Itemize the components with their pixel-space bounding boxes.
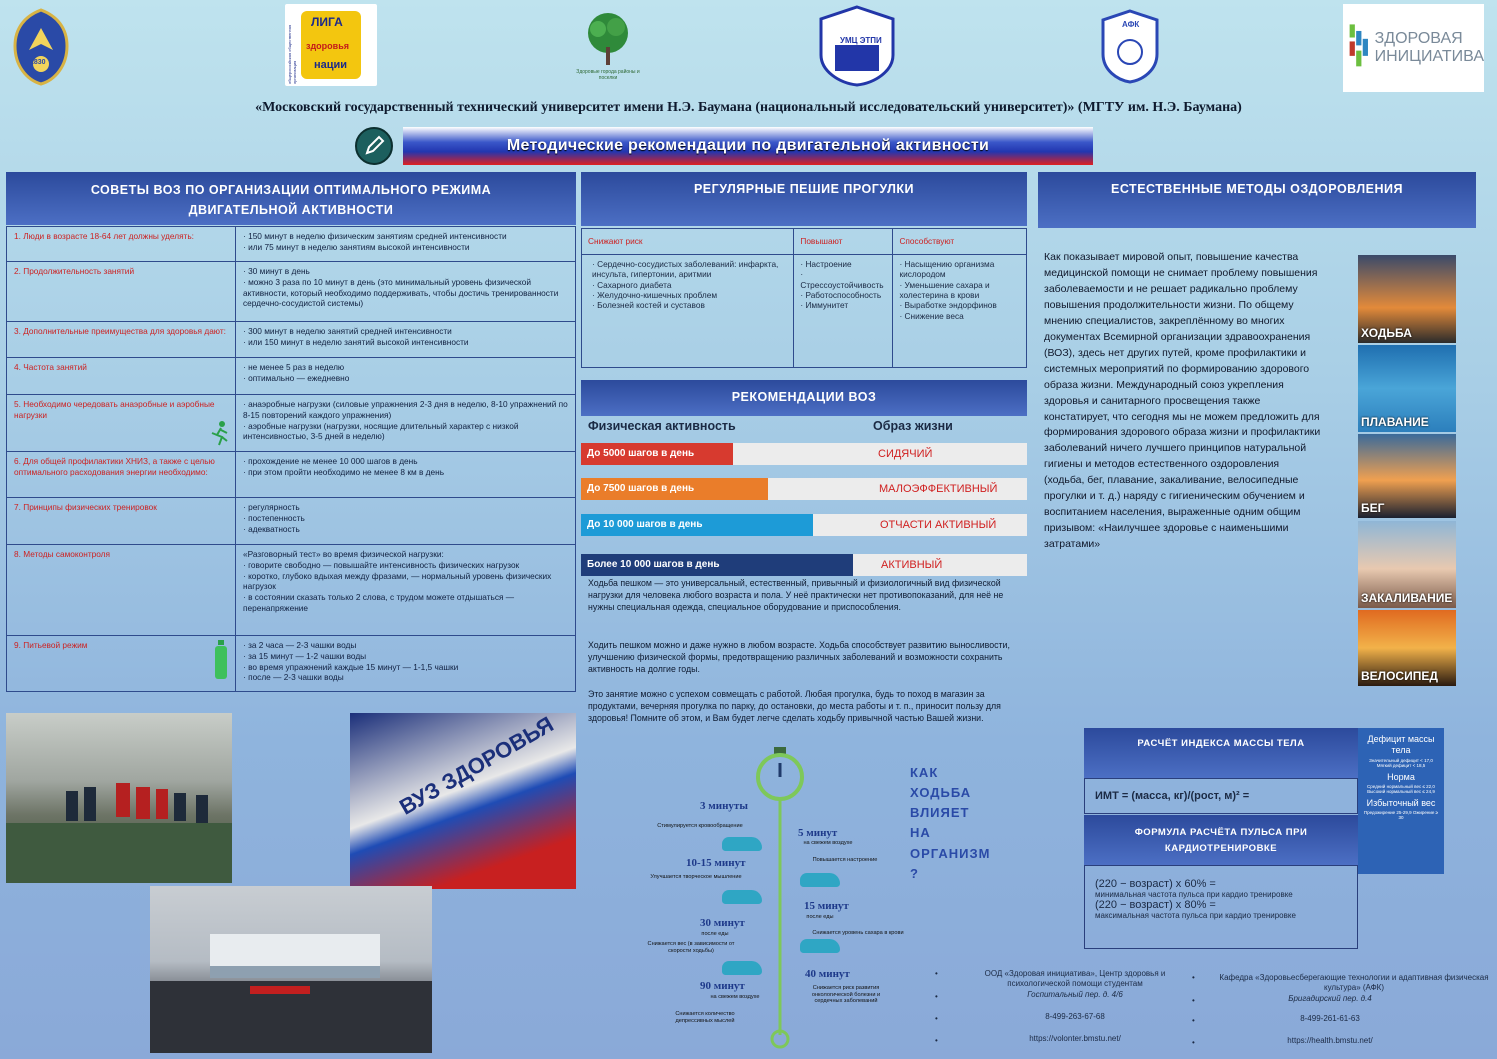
bmstu-logo <box>10 4 72 88</box>
step-time: 5 минут <box>798 827 838 839</box>
reco-bar <box>581 554 1027 576</box>
tile-hardening <box>1358 521 1456 608</box>
runner-icon <box>209 421 231 447</box>
natural-text: Как показывает мировой опыт, повышение качества медицинской помощи не снимает проблему повышения заболеваемости и не решает радикально проблему повышения продолжительности жизни. По общему мнению специалистов, закреплённому во многих документах Всемирной организации здравоохранения (ВОЗ), здесь нет других путей, кроме профилактики и системных мероприятий по формированию здорового образа жизни. Международный союз укрепления здоровья и санитарного просвещения также констатирует, что сегодня мы не можем предложить для формирования здорового образа жизни и профилактики заболеваний ничего лучшего принципов натуральной гигиены и методов естественного оздоровления (ходьба, бег, плавание, закаливание, велосипедные прогулки и т. д.) наряду с гигиеническим обучением и воспитанием населения, выраженные одним общим призывом: «Наилучшее здоровье с наименьшими затратами» <box>1044 251 1321 551</box>
shoe-icon <box>800 939 840 953</box>
step-note: Улучшается творческое мышление <box>650 874 742 880</box>
table-row <box>7 452 576 498</box>
reco-bar-fill: До 5000 шагов в день <box>581 443 733 465</box>
reco-bar <box>581 443 1027 465</box>
walks-item: · Насыщению организма кислородом <box>899 259 1020 280</box>
pulse-desc-2: максимальная частота пульса при кардио тренировке <box>1095 911 1296 920</box>
walks-table <box>581 228 1027 368</box>
bmi-title: РАСЧЁТ ИНДЕКСА МАССЫ ТЕЛА <box>1137 738 1305 749</box>
table-row <box>7 498 576 545</box>
contact-1-address: Госпитальный пер. д. 4/6 <box>1027 990 1123 999</box>
bmi-formula-box <box>1084 778 1358 814</box>
reco-bar-fill: До 10 000 шагов в день <box>581 514 813 536</box>
zi-title-1: ЗДОРОВАЯ <box>1374 30 1463 48</box>
tile-running <box>1358 434 1456 518</box>
step-note: Снижается количество депрессивных мыслей <box>675 1011 735 1024</box>
bmi-side-h2: Норма <box>1387 771 1415 782</box>
who-val: · во время упражнений каждые 15 минут — 1-1,5 чашки <box>243 662 568 673</box>
bmi-side <box>1358 728 1444 874</box>
reco-bar-life: АКТИВНЫЙ <box>881 559 943 571</box>
step-time: 90 минут <box>700 980 745 992</box>
table-row <box>7 358 576 395</box>
pulse-desc-1: минимальная частота пульса при кардио тренировке <box>1095 890 1293 899</box>
contact-2-phone: 8-499-261-61-63 <box>1300 1014 1360 1023</box>
step-note: Снижается вес (в зависимости от скорости ходьбы) <box>647 941 735 954</box>
shoe-icon <box>800 873 840 887</box>
table-row <box>582 255 1027 368</box>
bullet: • <box>935 1014 938 1023</box>
step-note: Снижается уровень сахара в крови <box>812 930 904 936</box>
bmi-side-h3: Избыточный вес <box>1366 797 1436 808</box>
who-key <box>7 395 236 452</box>
tile-walking <box>1358 255 1456 343</box>
who-key: 8. Методы самоконтроля <box>7 545 236 636</box>
who-val: · за 15 минут — 1-2 чашки воды <box>243 651 568 662</box>
table-row <box>7 395 576 452</box>
tile-label: БЕГ <box>1361 501 1385 515</box>
who-key: 6. Для общей профилактики ХНИЗ, а также с целью оптимального расходования энергии необходимо: <box>7 452 236 498</box>
contact-2-address: Бригадирский пер. д.4 <box>1288 994 1372 1003</box>
liga-bot: нации <box>314 59 348 71</box>
reco-col2: Образ жизни <box>873 419 953 433</box>
zi-title-2: ИНИЦИАТИВА <box>1374 48 1484 65</box>
walks-item: · Иммунитет <box>800 300 886 310</box>
bmi-formula: ИМТ = (масса, кг)/(рост, м)² = <box>1095 790 1250 802</box>
step-time: 30 минут <box>700 917 745 929</box>
who-val: · не менее 5 раз в неделю <box>243 362 568 373</box>
zdorovaya-iniciativa-logo <box>1343 4 1484 92</box>
pulse-title: ФОРМУЛА РАСЧЁТА ПУЛЬСА ПРИ КАРДИОТРЕНИРОВКЕ <box>1134 827 1308 854</box>
natural-header <box>1038 172 1476 228</box>
table-row <box>7 322 576 358</box>
walks-item: · Болезней костей и суставов <box>592 300 787 310</box>
reco-col1: Физическая активность <box>588 419 736 433</box>
contact-2-link[interactable]: https://health.bmstu.net/ <box>1287 1036 1373 1045</box>
tile-swimming <box>1358 345 1456 432</box>
walks-item: · Сердечно-сосудистых заболеваний: инфаркта, инсульта, гипертонии, аритмии <box>592 259 787 280</box>
who-key: 4. Частота занятий <box>7 358 236 395</box>
shoe-icon <box>722 890 762 904</box>
bmstu-year: 1830 <box>30 59 46 66</box>
pulse-box <box>1084 865 1358 949</box>
photo-flag-run <box>350 713 576 889</box>
shoe-icon <box>722 961 762 975</box>
who-key: 2. Продолжительность занятий <box>7 262 236 322</box>
photo-banner-text: ВУЗ ЗДОРОВЬЯ <box>395 711 558 820</box>
step-time: 10-15 минут <box>686 857 746 869</box>
who-table <box>6 226 576 692</box>
walks-header-cell: Снижают риск <box>582 229 794 255</box>
who-header <box>6 172 576 225</box>
pulse-header <box>1084 815 1358 865</box>
umc-logo <box>816 4 898 88</box>
who-val: · прохождение не менее 10 000 шагов в день <box>243 456 568 467</box>
who-val: · в состоянии сказать только 2 слова, с трудом можете отдышаться — перенапряжение <box>243 592 568 614</box>
step-note: Повышается настроение <box>812 857 878 863</box>
bmi-side-h1: Дефицит массы тела <box>1367 734 1435 755</box>
tree-logo <box>568 4 648 88</box>
who-val: · при этом пройти необходимо не менее 8 км в день <box>243 467 568 478</box>
photo-crowd <box>150 886 432 1053</box>
who-val: · оптимально — ежедневно <box>243 373 568 384</box>
liga-top: ЛИГА <box>311 15 343 29</box>
who-title: СОВЕТЫ ВОЗ ПО ОРГАНИЗАЦИИ ОПТИМАЛЬНОГО РЕЖИМА ДВИГАТЕЛЬНОЙ АКТИВНОСТИ <box>90 183 492 217</box>
contact-1-phone: 8-499-263-67-68 <box>1045 1012 1105 1021</box>
step-time: 15 минут <box>804 900 849 912</box>
who-val: · регулярность <box>243 502 568 513</box>
tile-label: ЗАКАЛИВАНИЕ <box>1361 591 1453 605</box>
walks-item: · Снижение веса <box>899 311 1020 321</box>
step-note: Снижается риск развития онкологической болезни и сердечных заболеваний <box>811 985 881 1005</box>
walks-item: · Стрессоустойчивость <box>800 269 886 290</box>
reco-bar-life: ОТЧАСТИ АКТИВНЫЙ <box>880 519 997 531</box>
step-time: 3 минуты <box>700 800 748 812</box>
umc-label: УМЦ ЭТПИ <box>840 36 882 45</box>
table-row <box>7 227 576 262</box>
shoe-icon <box>722 837 762 851</box>
bullet: • <box>935 1036 938 1045</box>
walks-item: · Желудочно-кишечных проблем <box>592 290 787 300</box>
afk-label: АФК <box>1122 20 1140 29</box>
bmi-header <box>1084 728 1358 778</box>
who-val: · 300 минут в неделю занятий средней интенсивности <box>243 326 568 337</box>
bmi-side-t1: Значительный дефицит < 17,0 Мягкий дефицит < 18,5 <box>1369 757 1433 768</box>
pulse-formula-1: (220 − возраст) х 60% = <box>1095 878 1216 890</box>
walks-item: · Настроение <box>800 259 886 269</box>
who-key: 7. Принципы физических тренировок <box>7 498 236 545</box>
tree-caption: Здоровые города районы и поселки <box>576 69 640 81</box>
walks-header-cell: Способствуют <box>893 229 1027 255</box>
bullet: • <box>1192 973 1195 982</box>
step-sub: после еды <box>806 914 834 920</box>
contact-1-link[interactable]: https://volonter.bmstu.net/ <box>1029 1034 1121 1043</box>
reco-bar-fill: Более 10 000 шагов в день <box>581 554 853 576</box>
walks-item: · Уменьшение сахара и холестерина в крови <box>899 280 1020 301</box>
water-bottle-icon <box>213 640 229 680</box>
who-val: · адекватность <box>243 524 568 535</box>
liga-logo <box>285 4 377 86</box>
walks-item: · Работоспособность <box>800 290 886 300</box>
who-key: 1. Люди в возрасте 18-64 лет должны уделять: <box>7 227 236 262</box>
who-key <box>7 636 236 692</box>
bullet: • <box>1192 996 1195 1005</box>
reco-bar-fill: До 7500 шагов в день <box>581 478 768 500</box>
pencil-icon <box>355 127 393 165</box>
who-val: · анаэробные нагрузки (силовые упражнения 2-3 дня в неделю, 8-10 упражнений по 8-15 повторений каждого упражнения) <box>243 399 568 421</box>
banner-title: Методические рекомендации по двигательной активности <box>403 127 1093 165</box>
who-val: «Разговорный тест» во время физической нагрузки: <box>243 549 444 559</box>
bmi-side-t3: Предожирение 25-29,9 Ожирение ≥ 30 <box>1363 810 1439 821</box>
who-val: · аэробные нагрузки (нагрузки, носящие длительный характер с низкой интенсивностью, 3-5 дней в неделю) <box>243 421 568 443</box>
reco-header <box>581 380 1027 416</box>
reco-paragraph-1: Ходьба пешком — это универсальный, естественный, привычный и физиологичный вид физической нагрузки для человека любого возраста и пола. У неё практически нет противопоказаний, для неё не нужны специальная одежда, специальное оборудование и приспособления. <box>588 578 1004 612</box>
liga-mid: здоровья <box>306 41 349 51</box>
walks-item: · Выработке эндорфинов <box>899 300 1020 310</box>
who-val: · говорите свободно — повышайте интенсивность физических нагрузок <box>243 560 568 571</box>
university-name: «Московский государственный технический университет имени Н.Э. Баумана (национальный исследовательский университет)» (МГТУ им. Н.Э. Баумана) <box>255 100 1242 115</box>
who-val: · за 2 часа — 2-3 чашки воды <box>243 640 568 651</box>
photo-group-walk <box>6 713 232 883</box>
who-key-text: 5. Необходимо чередовать анаэробные и аэробные нагрузки <box>14 399 215 420</box>
reco-bar-life: МАЛОЭФФЕКТИВНЫЙ <box>879 483 998 495</box>
who-val: · можно 3 раза по 10 минут в день (это минимальный уровень физической активности, который необходимо поддерживать, чтобы достичь тренированности сердечно-сосудистой системы) <box>243 277 568 309</box>
pulse-formula-2: (220 − возраст) х 80% = <box>1095 899 1216 911</box>
step-note: Стимулируется кровообращение <box>657 823 743 829</box>
who-val: · после — 2-3 чашки воды <box>243 672 568 683</box>
reco-bar-life: СИДЯЧИЙ <box>878 448 933 460</box>
reco-bar <box>581 514 1027 536</box>
tile-cycling <box>1358 610 1456 686</box>
reco-title: РЕКОМЕНДАЦИИ ВОЗ <box>731 390 877 404</box>
step-sub: после еды <box>701 931 729 937</box>
contact-2-name: Кафедра «Здоровьесберегающие технологии и адаптивная физическая культура» (АФК) <box>1219 973 1489 993</box>
bullet: • <box>1192 1038 1195 1047</box>
walks-header-cell: Повышают <box>794 229 893 255</box>
walks-header <box>581 172 1027 226</box>
reco-paragraph-2: Ходить пешком можно и даже нужно в любом возрасте. Ходьба способствует развитию выносливости, улучшению физической формы, предотвращению различных заболеваний и возможности сохранить активность на долгие годы. <box>588 640 1010 674</box>
walks-title: РЕГУЛЯРНЫЕ ПЕШИЕ ПРОГУЛКИ <box>693 182 915 196</box>
reco-bar <box>581 478 1027 500</box>
table-row <box>582 229 1027 255</box>
who-val: · или 150 минут в неделю занятий высокой интенсивности <box>243 337 568 348</box>
reco-paragraph-3: Это занятие можно с успехом совмещать с работой. Любая прогулка, будь то поход в магазин за продуктами, вечерняя прогулка по парку, до остановки, до места работы и т. п., приносит пользу для здоровья! Помните об этом, и Вам будет легче сделать ходьбу привычной частью Вашей жизни. <box>588 689 1001 723</box>
step-sub: на свежем воздухе <box>710 994 760 1000</box>
bullet: • <box>935 992 938 1001</box>
table-row <box>7 545 576 636</box>
walkfx-title: КАК ХОДЬБА ВЛИЯЕТ НА ОРГАНИЗМ ? <box>910 765 991 881</box>
who-key: 3. Дополнительные преимущества для здоровья дают: <box>7 322 236 358</box>
bmi-side-t2: Средний нормальный вес ≤ 22,0 Высокий нормальный вес ≤ 24,9 <box>1367 783 1435 794</box>
who-val: · коротко, глубоко вдыхая между фразами, — нормальный уровень физических нагрузок <box>243 571 568 593</box>
who-val: · или 75 минут в неделю занятиям высокой интенсивности <box>243 242 568 253</box>
who-val: · постепенность <box>243 513 568 524</box>
liga-ring-text: общероссийская общественная организация <box>287 24 297 84</box>
who-val: · 30 минут в день <box>243 266 568 277</box>
afk-logo <box>1098 4 1162 88</box>
tile-label: ВЕЛОСИПЕД <box>1361 669 1438 683</box>
bullet: • <box>935 969 938 978</box>
bullet: • <box>1192 1016 1195 1025</box>
natural-title: ЕСТЕСТВЕННЫЕ МЕТОДЫ ОЗДОРОВЛЕНИЯ <box>1111 182 1403 196</box>
who-val: · 150 минут в неделю физическим занятиям средней интенсивности <box>243 231 568 242</box>
tile-label: ПЛАВАНИЕ <box>1361 415 1429 429</box>
contact-1-name: ООД «Здоровая инициатива», Центр здоровья и психологической помощи студентам <box>984 969 1166 989</box>
table-row <box>7 636 576 692</box>
tile-label: ХОДЬБА <box>1361 326 1412 340</box>
walks-item: · Сахарного диабета <box>592 280 787 290</box>
step-sub: на свежем воздухе <box>803 840 853 846</box>
who-key-text: 9. Питьевой режим <box>14 640 88 650</box>
step-time: 40 минут <box>805 968 850 980</box>
table-row <box>7 262 576 322</box>
